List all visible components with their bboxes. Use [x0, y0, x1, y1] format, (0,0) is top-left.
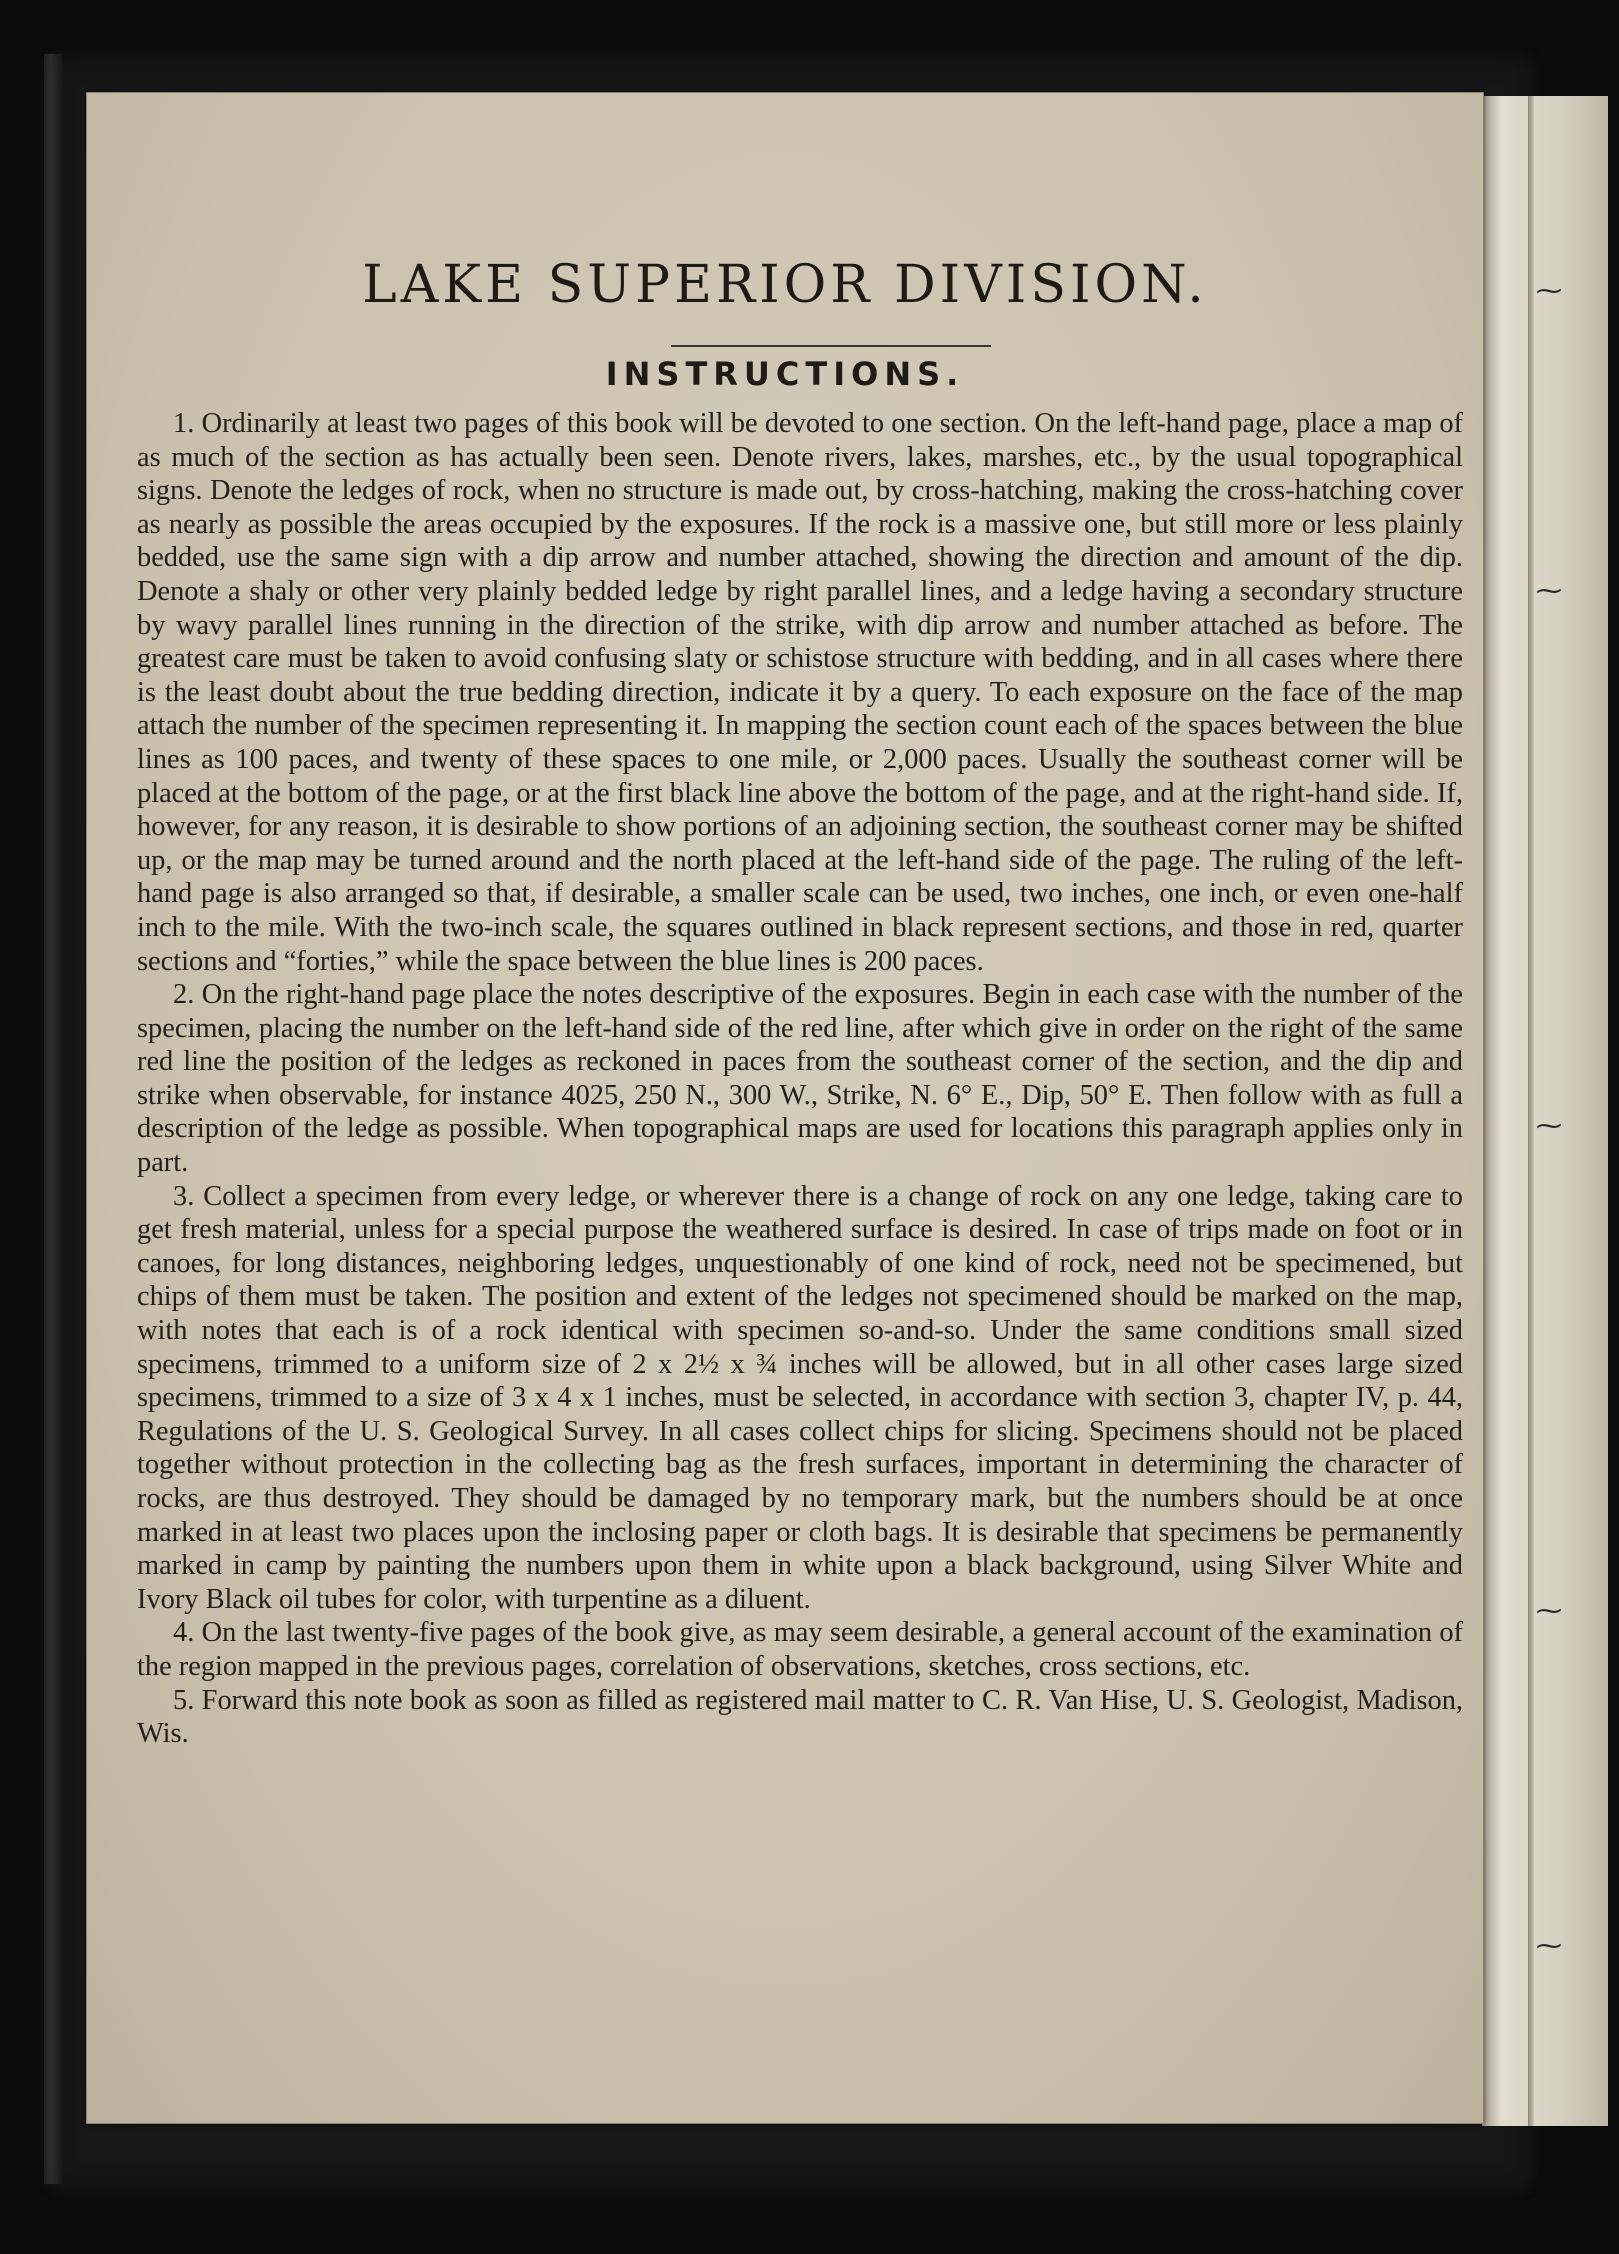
- binding-stitch-icon: ⁓: [1536, 276, 1562, 306]
- binding-stitch-icon: ⁓: [1536, 576, 1562, 606]
- title-divider: [671, 345, 991, 347]
- binding-stitch-icon: ⁓: [1536, 1596, 1562, 1626]
- instruction-paragraph-3: 3. Collect a specimen from every ledge, or wherever there is a change of rock on any one ledge, taking care to get fresh material, unless for a special purpose the weathered surface is desired. In case of trips made on foot or in canoes, for long distances, neighboring ledges, unquestionably of one kind of rock, need not be specimened, but chips of them must be taken. The position and extent of the ledges not specimened should be marked on the map, with notes that each is of a rock identical with specimen so-and-so. Under the same conditions small sized specimens, trimmed to a uniform size of 2 x 2½ x ¾ inches will be allowed, but in all other cases large sized specimens, trimmed to a size of 3 x 4 x 1 inches, must be selected, in accordance with section 3, chapter IV, p. 44, Regulations of the U. S. Geological Survey. In all cases collect chips for slicing. Specimens should not be placed together without protection in the collecting bag as the fresh surfaces, important in determining the character of rocks, are thus destroyed. They should be damaged by no temporary mark, but the numbers should be at once marked in at least two places upon the inclosing paper or cloth bags. It is desirable that specimens be permanently marked in camp by painting the numbers upon them in white upon a black background, using Silver White and Ivory Black oil tubes for color, with turpentine as a diluent.: [137, 1180, 1463, 1615]
- binding-gutter: [1528, 96, 1534, 2126]
- instructions-body: [137, 407, 1463, 1751]
- binding-stitch-icon: ⁓: [1536, 1931, 1562, 1961]
- instruction-paragraph-5: 5. Forward this note book as soon as filled as registered mail matter to C. R. Van Hise, U. S. Geologist, Madison, Wis.: [137, 1684, 1463, 1750]
- section-heading: INSTRUCTIONS.: [605, 355, 965, 393]
- instruction-paragraph-2: 2. On the right-hand page place the notes descriptive of the exposures. Begin in each case with the number of the specimen, placing the number on the left-hand side of the red line, after which give in order on the right of the same red line the position of the ledges as reckoned in paces from the southeast corner of the section, and the dip and strike when observable, for instance 4025, 250 N., 300 W., Strike, N. 6° E., Dip, 50° E. Then follow with as full a description of the ledge as possible. When topographical maps are used for locations this paragraph applies only in part.: [137, 979, 1463, 1179]
- instruction-paragraph-4: 4. On the last twenty-five pages of the book give, as may seem desirable, a general account of the examination of the region mapped in the previous pages, correlation of observations, sketches, cross sections, etc.: [137, 1617, 1463, 1682]
- page-title: LAKE SUPERIOR DIVISION.: [362, 255, 1208, 315]
- instruction-paragraph-1: 1. Ordinarily at least two pages of this book will be devoted to one section. On the left-hand page, place a map of as much of the section as has actually been seen. Denote rivers, lakes, marshes, etc., by the usual topographical signs. Denote the ledges of rock, when no structure is made out, by cross-hatching, making the cross-hatching cover as nearly as possible the areas occupied by the exposures. If the rock is a massive one, but still more or less plainly bedded, use the same sign with a dip arrow and number attached, showing the direction and amount of the dip. Denote a shaly or other very plainly bedded ledge by right parallel lines, and a ledge having a secondary structure by wavy parallel lines running in the direction of the strike, with dip arrow and number attached as before. The greatest care must be taken to avoid confusing slaty or schistose structure with bedding, and in all cases where there is the least doubt about the true bedding direction, indicate it by a query. To each exposure on the face of the map attach the number of the specimen representing it. In mapping the section count each of the spaces between the blue lines as 100 paces, and twenty of these spaces to one mile, or 2,000 paces. Usually the southeast corner will be placed at the bottom of the page, or at the first black line above the bottom of the page, and at the right-hand side. If, however, for any reason, it is desirable to show portions of an adjoining section, the southeast corner may be shifted up, or the map may be turned around and the north placed at the left-hand side of the page. The ruling of the left-hand page is also arranged so that, if desirable, a smaller scale can be used, two inches, one inch, or even one-half inch to the mile. With the two-inch scale, the squares outlined in black represent sections, and those in red, quarter sections and “forties,” while the space between the blue lines is 200 paces.: [137, 408, 1463, 977]
- instruction-page: [86, 92, 1484, 2124]
- binding-stitch-icon: ⁓: [1536, 1111, 1562, 1141]
- cover-spine-edge: [44, 54, 62, 2184]
